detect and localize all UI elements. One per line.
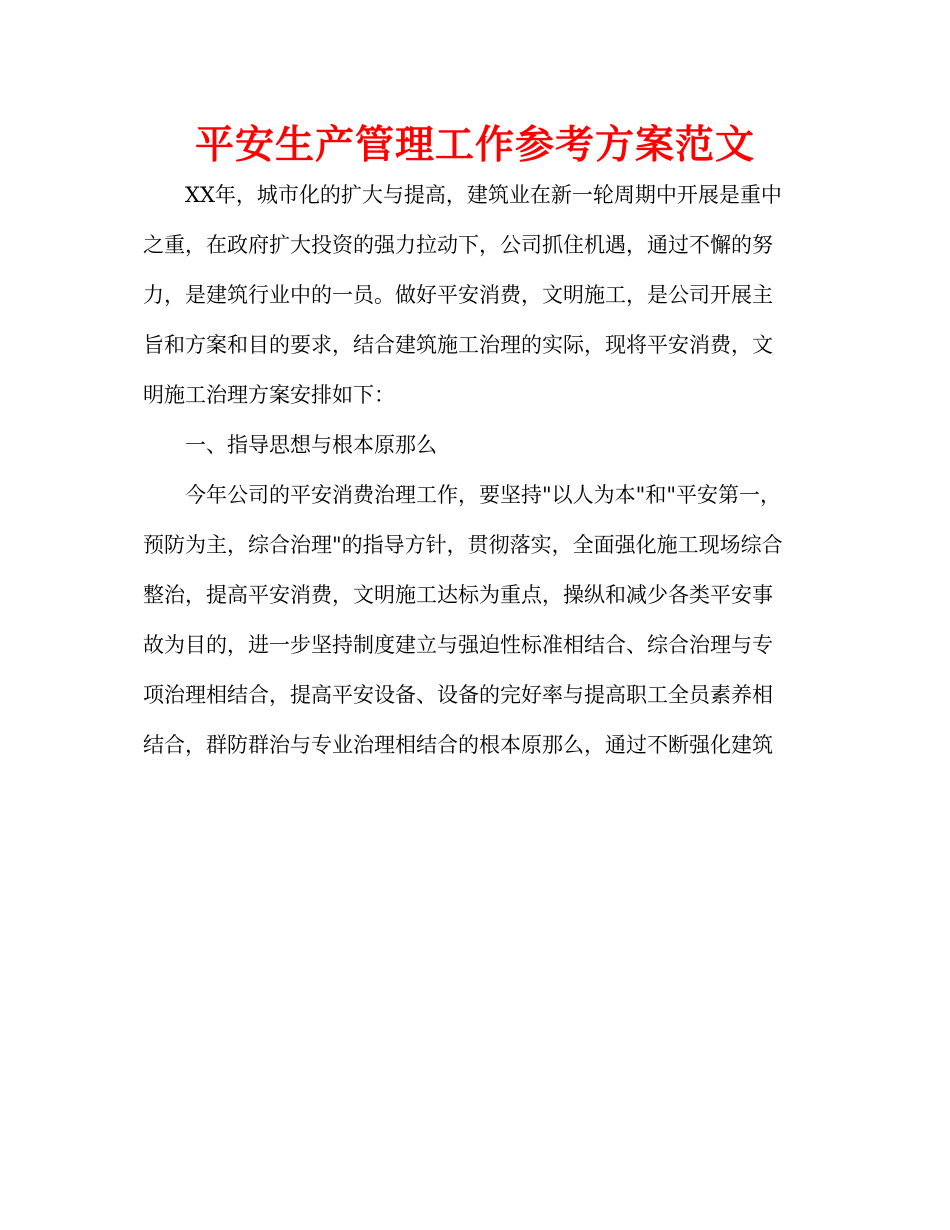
- text-line: 明施工治理方案安排如下：: [143, 383, 395, 407]
- text-line: 旨和方案和目的要求，结合建筑施工治理的实际，现将平安消费，文: [143, 333, 773, 357]
- text-line: 结合，群防群治与专业治理相结合的根本原那么，通过不断强化建筑: [143, 733, 773, 757]
- text-line: 之重，在政府扩大投资的强力拉动下，公司抓住机遇，通过不懈的努: [143, 233, 773, 257]
- text-line: 力，是建筑行业中的一员。做好平安消费，文明施工，是公司开展主: [143, 283, 773, 307]
- section-heading-text: 一、指导思想与根本原那么: [185, 433, 437, 457]
- document-body: [143, 170, 807, 770]
- text-line: 今年公司的平安消费治理工作，要坚持"以人为本"和"平安第一，: [185, 483, 781, 507]
- text-line: 故为目的，进一步坚持制度建立与强迫性标准相结合、综合治理与专: [143, 633, 773, 657]
- text-line: 项治理相结合，提高平安设备、设备的完好率与提高职工全员素养相: [143, 683, 773, 707]
- text-line: XX年，城市化的扩大与提高，建筑业在新一轮周期中开展是重中: [185, 183, 782, 207]
- paragraph-intro: [143, 170, 807, 420]
- section-heading: [143, 420, 807, 470]
- paragraph-guiding-principles: [143, 470, 807, 770]
- document-title: 平安生产管理工作参考方案范文: [194, 123, 755, 168]
- text-line: 预防为主，综合治理"的指导方针，贯彻落实，全面强化施工现场综合: [143, 533, 783, 557]
- text-line: 整治，提高平安消费，文明施工达标为重点，操纵和减少各类平安事: [143, 583, 773, 607]
